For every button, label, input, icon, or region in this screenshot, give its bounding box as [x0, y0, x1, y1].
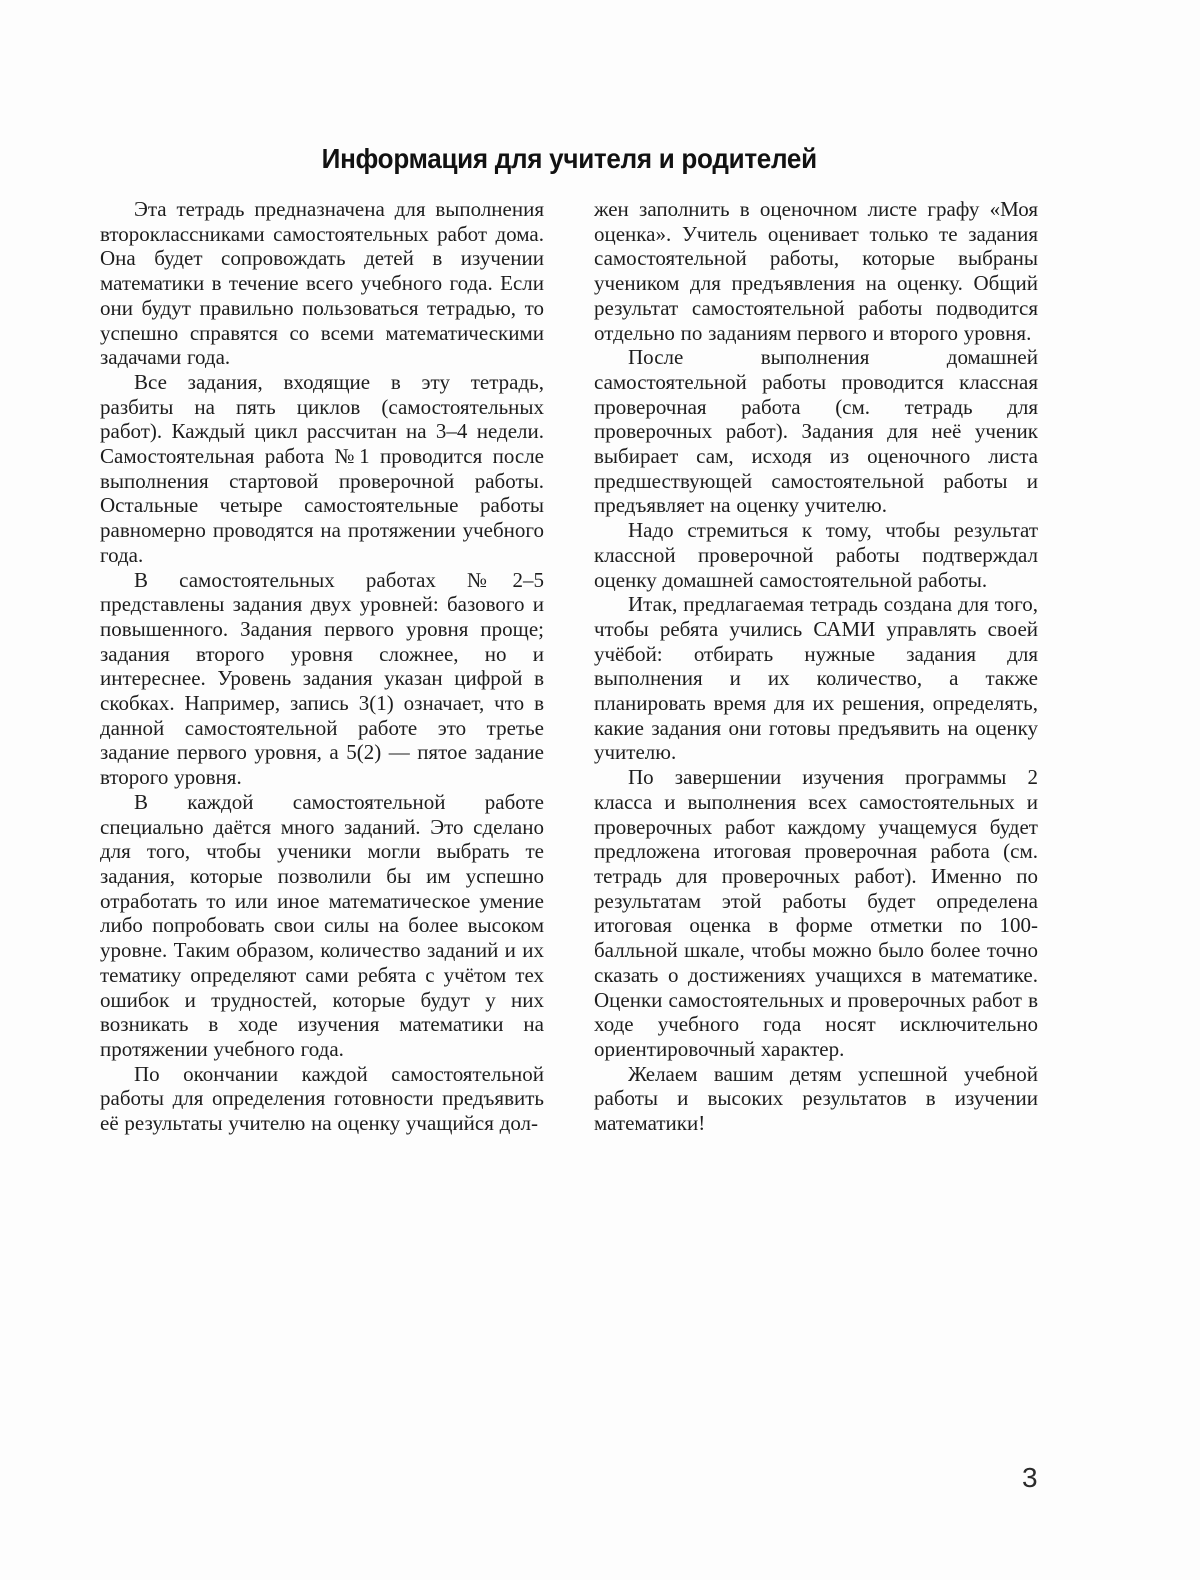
paragraph-left-1: Эта тетрадь предназначена для выполнения второклассниками самостоятельных работ дома. Она будет сопровождать детей в изучении математики в течение всего учебного года. Если они будут правильно пользоваться тетрадью, то успешно справятся со всеми математическими задачами года.	[100, 197, 544, 370]
paragraph-left-4: В каждой самостоятельной работе специально даётся много заданий. Это сделано для того, чтобы ученики могли выбрать те задания, которые позволили бы им успешно отработать то или иное математическое умение либо попробовать свои силы на более высоком уровне. Таким образом, количество заданий и их тематику определяют сами ребята с учётом тех ошибок и трудностей, которые будут у них возникать в ходе изучения математики на протяжении учебного года.	[100, 789, 544, 1061]
page-title-text: Информация для учителя и родителей	[321, 143, 817, 174]
paragraph-left-3: В самостоятельных работах №2–5 представлены задания двух уровней: базового и повышенного. Задания первого уровня проще; задания второго уровня сложнее, но и интереснее. Уровень задания указан цифрой в скобках. Например, запись 3(1) означает, что в данной самостоятельной работе это третье задание первого уровня, а 5(2) — пятое задание второго уровня.	[100, 567, 544, 790]
paragraph-left-5: По окончании каждой самостоятельной работы для определения готовности предъявить её результаты учителю на оценку учащийся дол-	[100, 1061, 544, 1136]
paragraph-left-2: Все задания, входящие в эту тетрадь, разбиты на пять циклов (самостоятельных работ). Каждый цикл рассчитан на 3–4 недели. Самостоятельная работа №1 проводится после выполнения стартовой проверочной работы. Остальные четыре самостоятельные работы равномерно проводятся на протяжении учебного года.	[100, 369, 544, 567]
text-columns	[100, 197, 1038, 1136]
paragraph-right-5: По завершении изучения программы 2 класса и выполнения всех самостоятельных и проверочных работ каждому учащемуся будет предложена итоговая проверочная работа (см. тетрадь для проверочных работ). Именно по результатам этой работы будет определена итоговая оценка в форме отметки по 100-балльной шкале, чтобы можно было более точно сказать о достижениях учащихся в математике. Оценки самостоятельных и проверочных работ в ходе учебного года носят исключительно ориентировочный характер.	[594, 765, 1038, 1061]
paragraph-right-6: Желаем вашим детям успешной учебной работы и высоких результатов в изучении математики!	[594, 1061, 1038, 1136]
paragraph-right-4: Итак, предлагаемая тетрадь создана для того, чтобы ребята учились САМИ управлять своей учёбой: отбирать нужные задания для выполнения и их количество, а также планировать время для их решения, определять, какие задания они готовы предъявить на оценку учителю.	[594, 592, 1038, 765]
paragraph-right-1: жен заполнить в оценочном листе графу «Моя оценка». Учитель оценивает только те задания самостоятельной работы, которые выбраны учеником для предъявления на оценку. Общий результат самостоятельной работы подводится отдельно по заданиям первого и второго уровня.	[594, 197, 1038, 345]
paragraph-right-2: После выполнения домашней самостоятельной работы проводится классная проверочная работа (см. тетрадь для проверочных работ). Задания для неё ученик выбирает сам, исходя из оценочного листа предшествующей самостоятельной работы и предъявляет на оценку учителю.	[594, 345, 1038, 518]
page-title	[100, 143, 1038, 175]
paragraph-right-3: Надо стремиться к тому, чтобы результат классной проверочной работы подтверждал оценку домашней самостоятельной работы.	[594, 518, 1038, 592]
left-column	[100, 197, 544, 1136]
right-column	[594, 197, 1038, 1136]
page-number: 3	[1022, 1462, 1038, 1493]
